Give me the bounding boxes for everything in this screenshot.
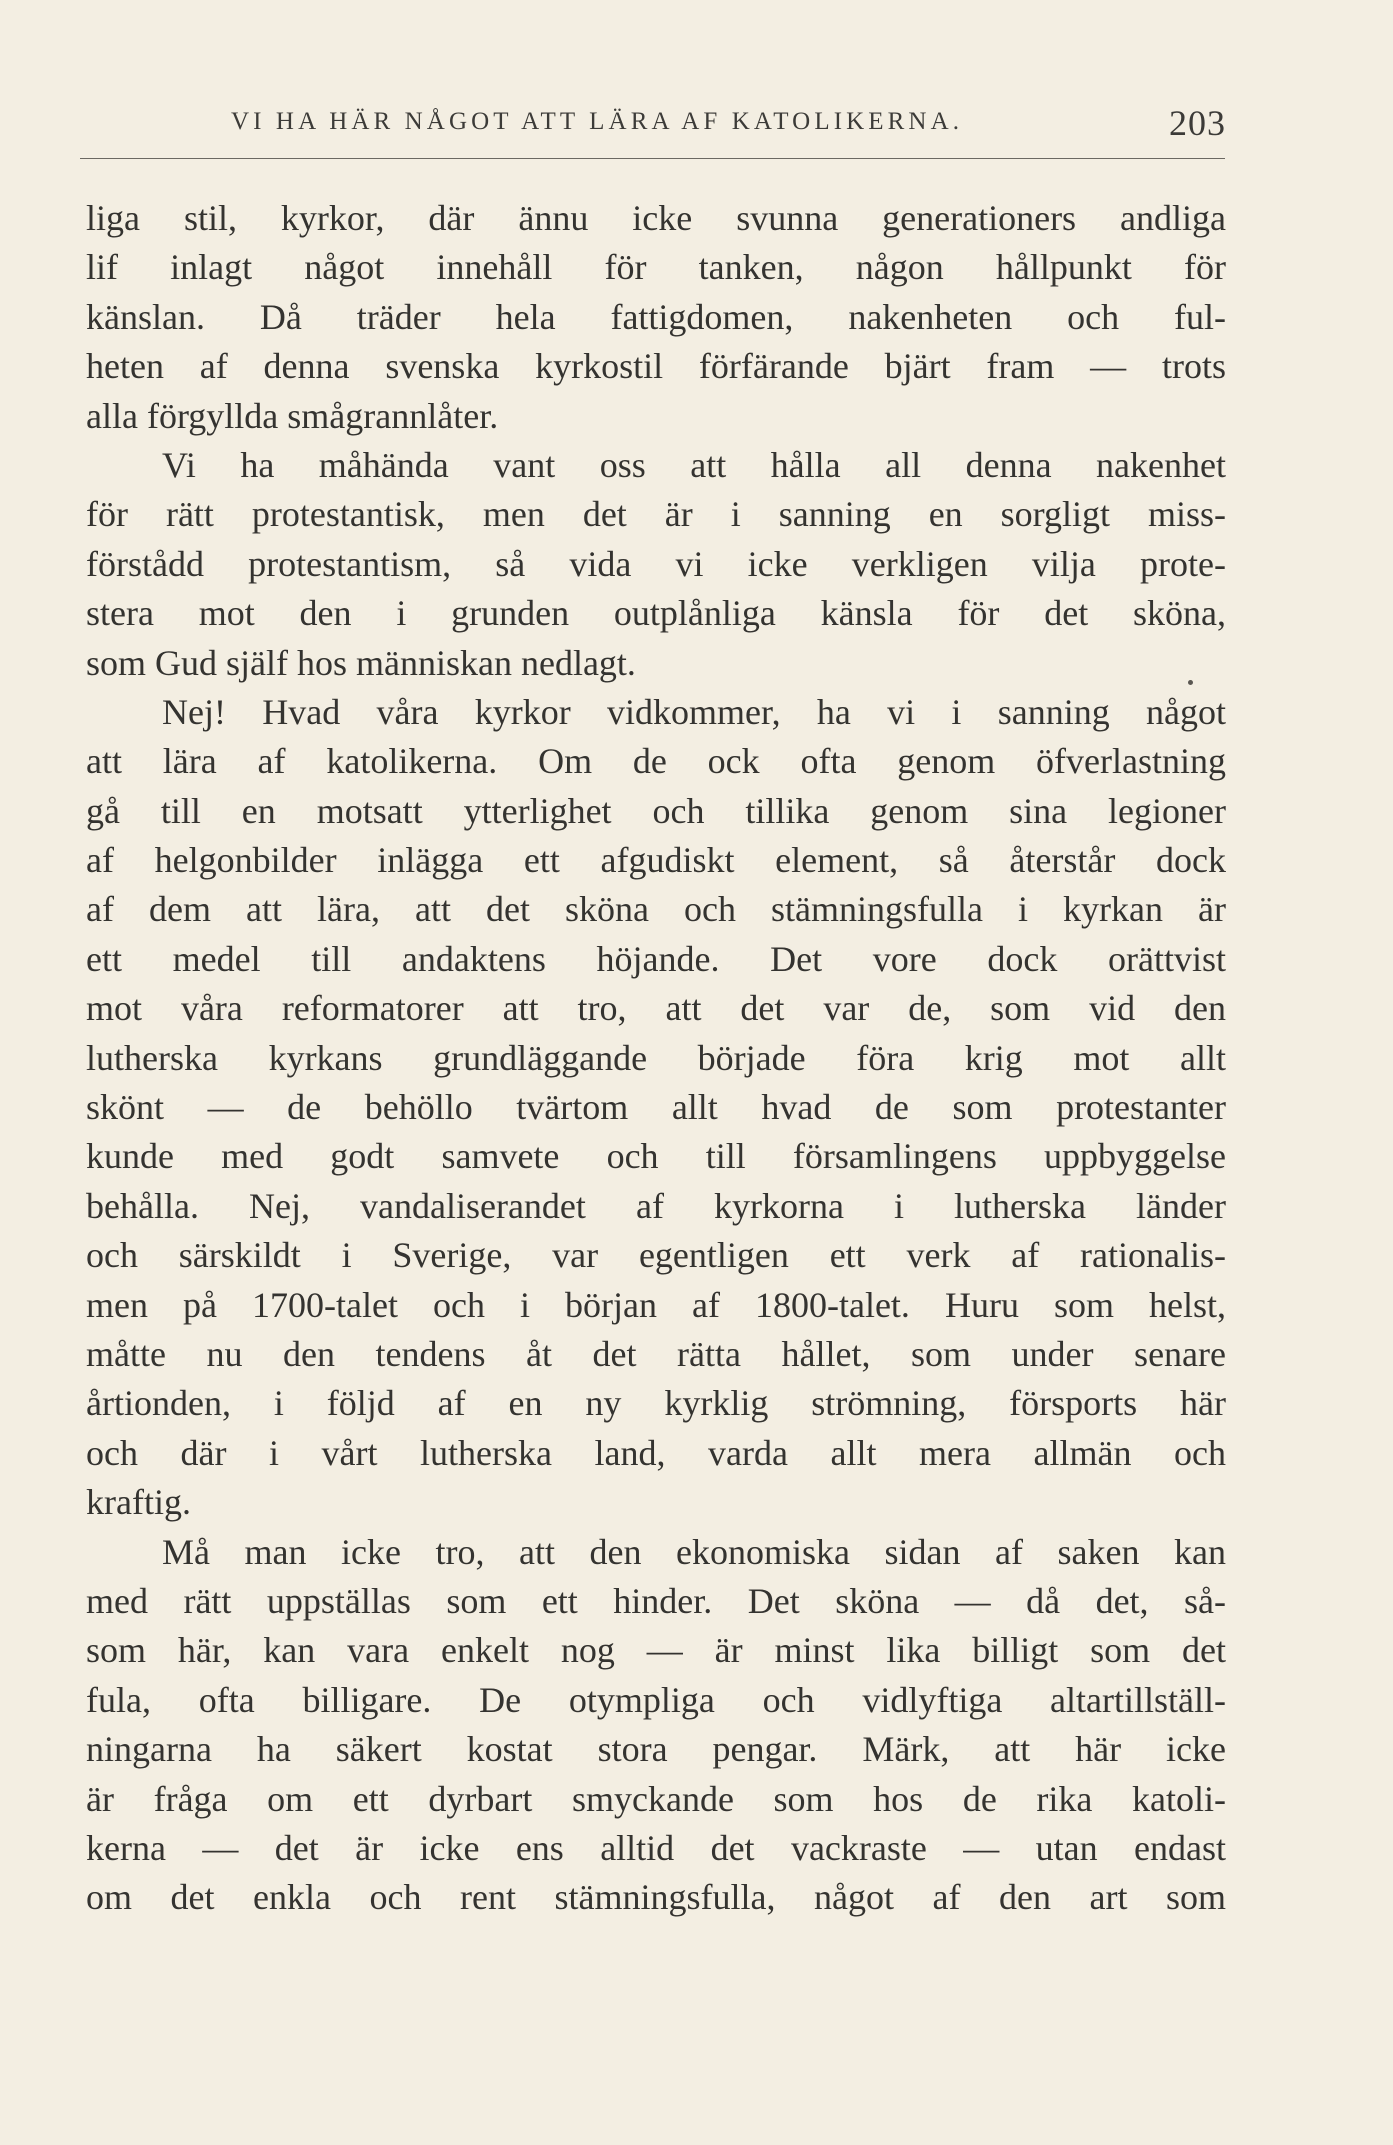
running-head: [86, 100, 1226, 150]
text-line: af helgonbilder inlägga ett afgudiskt element, så återstår dock: [86, 840, 1226, 881]
text-line: årtionden, i följd af en ny kyrklig strömning, försports här: [86, 1383, 1226, 1424]
text-line: liga stil, kyrkor, där ännu icke svunna generationers andliga: [86, 198, 1226, 238]
body-text: [86, 194, 1226, 1923]
text-line: Nej! Hvad våra kyrkor vidkommer, ha vi i sanning något: [162, 691, 1226, 732]
text-line: med rätt uppställas som ett hinder. Det sköna — då det, så-: [86, 1580, 1226, 1621]
text-line: för rätt protestantisk, men det är i sanning en sorgligt miss-: [86, 494, 1226, 535]
text-line: som Gud själf hos människan nedlagt.: [86, 642, 636, 683]
text-line: fula, ofta billigare. De otympliga och vidlyftiga altartillställ-: [86, 1679, 1226, 1720]
text-line: kunde med godt samvete och till församlingens uppbyggelse: [86, 1136, 1226, 1177]
text-line: förstådd protestantism, så vida vi icke verkligen vilja prote-: [86, 543, 1226, 584]
text-line: stera mot den i grunden outplånliga känsla för det sköna,: [86, 593, 1226, 634]
text-line: lutherska kyrkans grundläggande började föra krig mot allt: [86, 1037, 1226, 1078]
text-line: och särskildt i Sverige, var egentligen ett verk af rationalis-: [86, 1235, 1226, 1276]
print-speck: [1188, 680, 1193, 685]
text-line: ningarna ha säkert kostat stora pengar. Märk, att här icke: [86, 1729, 1226, 1770]
text-line: mot våra reformatorer att tro, att det var de, som vid den: [86, 988, 1226, 1029]
text-line: och där i vårt lutherska land, varda allt mera allmän och: [86, 1432, 1226, 1473]
text-line: behålla. Nej, vandaliserandet af kyrkorna i lutherska länder: [86, 1185, 1226, 1226]
text-line: skönt — de behöllo tvärtom allt hvad de som protestanter: [86, 1087, 1226, 1128]
text-line: känslan. Då träder hela fattigdomen, nakenheten och ful-: [86, 296, 1226, 337]
text-line: kraftig.: [86, 1482, 191, 1523]
text-line: men på 1700-talet och i början af 1800-talet. Huru som helst,: [86, 1284, 1226, 1325]
text-line: kerna — det är icke ens alltid det vackraste — utan endast: [86, 1827, 1226, 1868]
running-title: VI HA HÄR NÅGOT ATT LÄRA AF KATOLIKERNA.: [231, 108, 964, 135]
text-line: måtte nu den tendens åt det rätta hållet, som under senare: [86, 1333, 1226, 1374]
text-line: som här, kan vara enkelt nog — är minst lika billigt som det: [86, 1630, 1226, 1671]
text-line: Vi ha måhända vant oss att hålla all denna nakenhet: [162, 444, 1226, 485]
text-line: gå till en motsatt ytterlighet och tillika genom sina legioner: [86, 790, 1226, 831]
text-line: alla förgyllda smågrannlåter.: [86, 395, 499, 436]
text-line: heten af denna svenska kyrkostil förfärande bjärt fram — trots: [86, 346, 1226, 387]
text-line: om det enkla och rent stämningsfulla, något af den art som: [86, 1877, 1226, 1918]
text-line: lif inlagt något innehåll för tanken, någon hållpunkt för: [86, 247, 1226, 288]
text-line: ett medel till andaktens höjande. Det vore dock orättvist: [86, 938, 1226, 979]
text-line: att lära af katolikerna. Om de ock ofta genom öfverlastning: [86, 741, 1226, 782]
text-line: är fråga om ett dyrbart smyckande som hos de rika katoli-: [86, 1778, 1226, 1819]
header-rule: [80, 158, 1225, 159]
text-line: af dem att lära, att det sköna och stämningsfulla i kyrkan är: [86, 889, 1226, 930]
text-line: Må man icke tro, att den ekonomiska sidan af saken kan: [162, 1531, 1226, 1572]
page-number: 203: [1169, 103, 1226, 143]
